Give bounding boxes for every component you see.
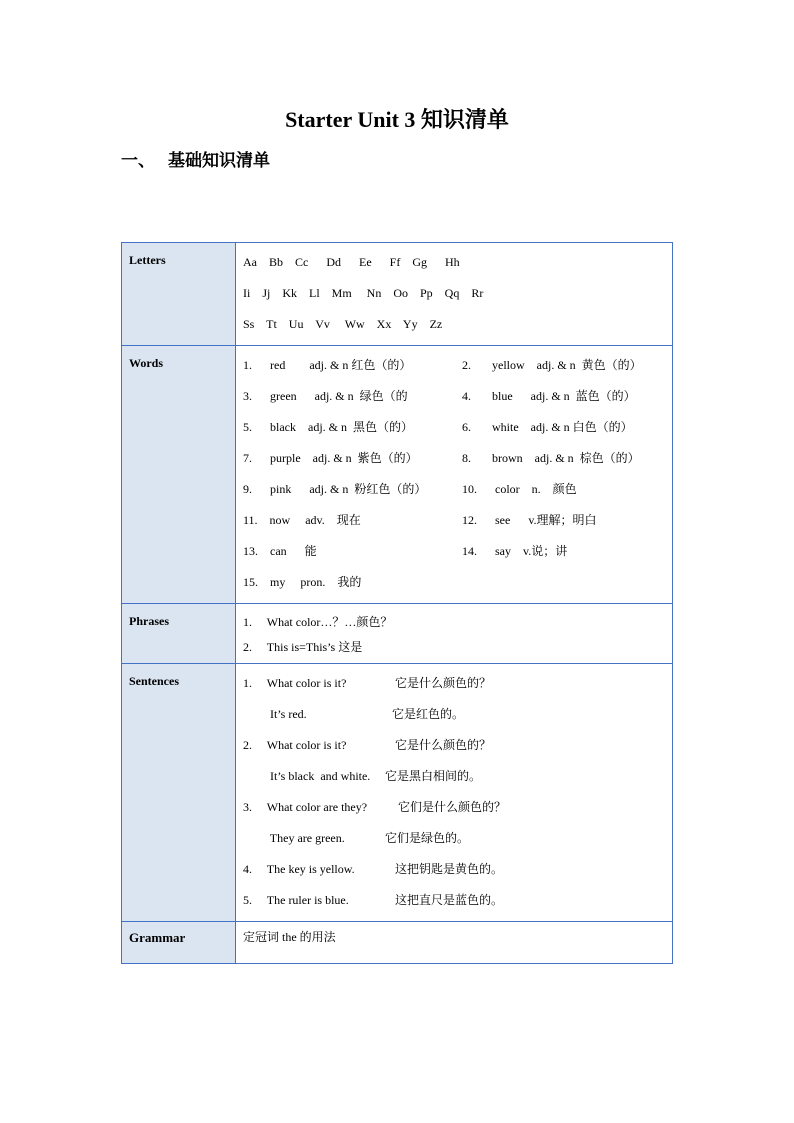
grammar-label: Grammar: [122, 922, 236, 964]
word-item: 9. pink adj. & n 粉红色（的）: [243, 482, 427, 496]
word-pair: [243, 413, 672, 444]
sentence-item: [243, 700, 672, 731]
sentence-english: 3. What color are they?: [243, 800, 368, 814]
section-heading: [121, 146, 270, 171]
phrases-row: [122, 604, 673, 664]
sentence-english: 1. What color is it?: [243, 676, 347, 690]
grammar-row: [122, 922, 673, 964]
word-pair: [243, 506, 672, 537]
sentence-chinese: 它们是绿色的。: [385, 831, 470, 845]
word-item: 11. now adv. 现在: [243, 513, 361, 527]
word-pair: [243, 382, 672, 413]
word-item: 2. yellow adj. & n 黄色（的）: [462, 358, 642, 372]
words-content: [236, 346, 673, 604]
sentences-label: Sentences: [122, 664, 236, 922]
sentence-item: [243, 886, 672, 917]
phrase-item: 2. This is=This’s 这是: [243, 640, 363, 654]
sentence-chinese: 它是红色的。: [392, 707, 465, 721]
letters-label: Letters: [122, 243, 236, 346]
word-item: 5. black adj. & n 黑色（的）: [243, 420, 413, 434]
grammar-content: 定冠词 the 的用法: [236, 922, 673, 964]
sentence-english: They are green.: [243, 831, 345, 845]
sentence-english: 5. The ruler is blue.: [243, 893, 349, 907]
sentence-item: [243, 855, 672, 886]
word-item: 13. can 能: [243, 544, 317, 558]
sentence-item: [243, 731, 672, 762]
page-title: Starter Unit 3 知识清单: [285, 107, 509, 132]
word-item: 7. purple adj. & n 紫色（的）: [243, 451, 418, 465]
letters-line-3: Ss Tt Uu Vv Ww Xx Yy Zz: [243, 317, 443, 331]
phrases-content: [236, 604, 673, 664]
word-item: 12. see v.理解；明白: [462, 513, 597, 527]
word-item: 14. say v.说；讲: [462, 544, 568, 558]
sentence-item: [243, 669, 672, 700]
sentence-chinese: 它是什么颜色的？: [395, 676, 492, 690]
letters-content: [236, 243, 673, 346]
word-item: 4. blue adj. & n 蓝色（的）: [462, 389, 636, 403]
word-item: 15. my pron. 我的: [243, 575, 362, 589]
sentence-english: It’s black and white.: [243, 769, 371, 783]
letters-row: [122, 243, 673, 346]
sentence-item: [243, 762, 672, 793]
sentences-content: [236, 664, 673, 922]
sentence-item: [243, 793, 672, 824]
word-item: 10. color n. 颜色: [462, 482, 577, 496]
sentence-chinese: 这把直尺是蓝色的。: [395, 893, 504, 907]
words-row: [122, 346, 673, 604]
word-item: 3. green adj. & n 绿色（的: [243, 389, 408, 403]
sentence-english: It’s red.: [243, 707, 307, 721]
word-pair: [243, 475, 672, 506]
words-label: Words: [122, 346, 236, 604]
word-pair: [243, 351, 672, 382]
sentence-english: 4. The key is yellow.: [243, 862, 355, 876]
section-number: 一、: [121, 151, 155, 170]
sentence-chinese: 它是什么颜色的？: [395, 738, 492, 752]
knowledge-table: [121, 242, 673, 964]
word-pair: [243, 444, 672, 475]
phrase-item: 1. What color…？…颜色？: [243, 615, 393, 629]
sentence-chinese: 这把钥匙是黄色的。: [395, 862, 504, 876]
word-pair: [243, 568, 672, 599]
section-title: 基础知识清单: [168, 151, 270, 170]
phrases-label: Phrases: [122, 604, 236, 664]
letters-line-1: Aa Bb Cc Dd Ee Ff Gg Hh: [243, 255, 460, 269]
word-item: 1. red adj. & n 红色（的）: [243, 358, 412, 372]
letters-line-2: Ii Jj Kk Ll Mm Nn Oo Pp Qq Rr: [243, 286, 484, 300]
sentence-chinese: 它是黑白相间的。: [385, 769, 482, 783]
word-item: 8. brown adj. & n 棕色（的）: [462, 451, 640, 465]
sentence-item: [243, 824, 672, 855]
word-pair: [243, 537, 672, 568]
sentence-chinese: 它们是什么颜色的？: [398, 800, 507, 814]
word-item: 6. white adj. & n 白色（的）: [462, 420, 633, 434]
sentences-row: [122, 664, 673, 922]
sentence-english: 2. What color is it?: [243, 738, 347, 752]
